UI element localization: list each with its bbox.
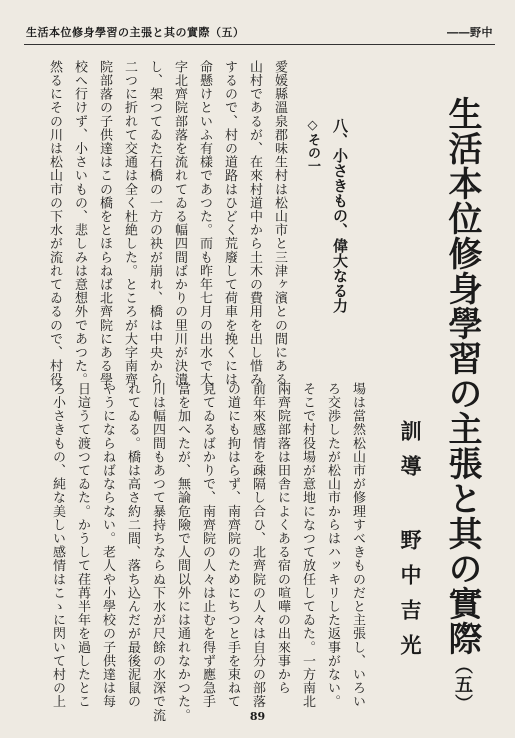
lower-line-1: 場は當然松山市が修理すべきものだと主張し、いろい [350, 382, 365, 709]
upper-line-7: 二つに折れて交通は全く杜絶した。ところが大字南齊 [122, 60, 137, 387]
page-number: 89 [249, 710, 266, 723]
lower-line-8: 當を加へたが、無論危險で人間以外には通れなかつた。 [175, 382, 190, 722]
lower-line-13: ろ小さきもの、純な美しい感情はこゝに閃いて村の上 [50, 382, 65, 709]
upper-line-1: 愛媛縣溫泉郡味生村は松山市と三津ヶ濱との間にある [272, 60, 287, 387]
article-title-main: 生活本位修身學習の主張と其の實際 [442, 96, 482, 656]
upper-line-6: し、架つてゐた石橋の一方の袂が崩れ、橋は中央から [147, 60, 162, 387]
running-head-title: 生活本位修身學習の主張と其の實際（五） [26, 26, 245, 39]
upper-line-3: するので、村の道路はひどく荒廢して荷車を挽くには [222, 60, 237, 387]
upper-line-9: 校へ行けず、小さいもの、悲しみは意想外であつた。 [72, 60, 87, 387]
lower-line-4: 兩齊院部落は田舎によくある宿の喧嘩の出來事から [275, 382, 290, 695]
article-title [438, 96, 487, 713]
upper-line-4: 命懸けといふ有樣であつた。而も昨年七月の出水で大 [197, 60, 212, 387]
lower-line-12: 日這うて渡つてゐた。かうして荏苒半年を過したとこ [75, 382, 90, 709]
lower-line-9: 川は幅四間もあつて暴持ちならぬ下水が尺餘の水深で流 [150, 382, 165, 722]
lower-line-10: れてゐる。橋は高さ約二間、落ち込んだが最後泥鼠の [125, 382, 140, 709]
lower-line-7: 見てゐるばかりで、南齊院の人々は止むを得ず應急手 [200, 382, 215, 709]
upper-line-8: 院部落の子供達はこの橋をとほらねば北齊院にある學 [97, 60, 112, 387]
lower-line-3: そこで村役場が意地になつて放任してゐた。一方南北 [300, 382, 315, 709]
article-author: 訓導 野中吉光 [398, 420, 423, 669]
upper-line-10: 然るにその川は松山市の下水が流れてゐるので、村役 [47, 60, 62, 387]
section-heading: 八、小さきもの、偉大なる力 [331, 118, 349, 313]
article-title-suffix: （五） [452, 656, 473, 713]
running-head-author: ――野中 [447, 26, 493, 39]
lower-line-5: 前年來感情を疎隔し合ひ、北齊院の人々は自分の部落 [250, 382, 265, 709]
upper-line-2: 山村であるが、在來村道中から土木の費用を出し惜み [247, 60, 262, 387]
lower-line-11: やうにならねばならない。老人や小學校の子供達は每 [100, 382, 115, 709]
upper-line-5: 字北齊院部落を流れてゐる幅四間ばかりの里川が決潰 [172, 60, 187, 387]
header-rule [24, 44, 495, 45]
subsection-heading: ◇その一 [305, 118, 320, 172]
lower-line-6: の道にも拘はらず、南齊院のためにちつと手を束ねて [225, 382, 240, 709]
lower-line-2: ろ交渉したが松山市からはハッキリした返事がない。 [325, 382, 340, 709]
